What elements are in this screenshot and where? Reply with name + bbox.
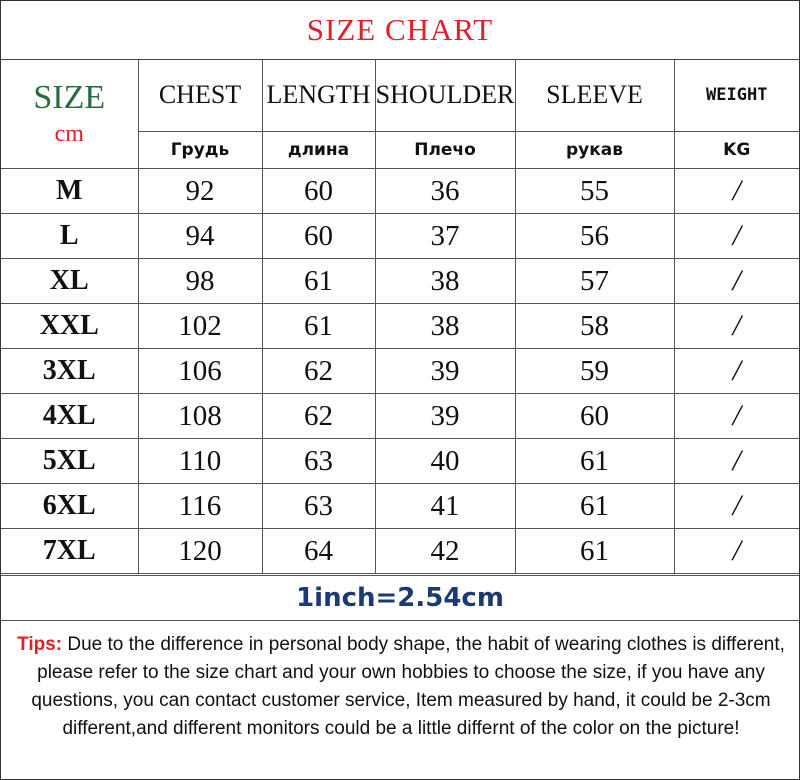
chest-value: 98 (138, 259, 262, 304)
chest-value: 94 (138, 214, 262, 259)
header-length-ru: длина (262, 132, 375, 169)
tips-label: Tips: (17, 634, 63, 655)
chest-value: 108 (138, 394, 262, 439)
chest-value: 92 (138, 169, 262, 214)
length-value: 61 (262, 304, 375, 349)
tips-text: Due to the difference in personal body shape, the habit of wearing clothes is different, please refer to the size chart and your own hobbies to choose the size, if you have any questions, you can contact customer service, Item measured by hand, it could be 2-3cm different,and different monitors could be a little differnt of the color on the picture! (31, 634, 785, 739)
header-row-en (1, 59, 799, 132)
chest-value: 120 (138, 529, 262, 574)
size-label: XXL (1, 304, 138, 349)
length-value: 64 (262, 529, 375, 574)
chart-title: SIZE CHART (1, 1, 799, 60)
header-shoulder: SHOULDER (375, 59, 515, 132)
size-label: XL (1, 259, 138, 304)
size-label: 3XL (1, 349, 138, 394)
chest-value: 116 (138, 484, 262, 529)
header-sleeve-ru: рукав (515, 132, 674, 169)
sleeve-value: 56 (515, 214, 674, 259)
table-row (1, 439, 799, 484)
size-label: M (1, 169, 138, 214)
weight-value: / (674, 394, 799, 439)
weight-value: / (674, 439, 799, 484)
shoulder-value: 37 (375, 214, 515, 259)
weight-value: / (674, 349, 799, 394)
length-value: 62 (262, 394, 375, 439)
length-value: 63 (262, 439, 375, 484)
size-table (1, 59, 799, 574)
header-weight: WEIGHT (674, 59, 799, 132)
shoulder-value: 38 (375, 259, 515, 304)
unit-conversion: 1inch=2.54cm (1, 575, 799, 621)
length-value: 60 (262, 214, 375, 259)
weight-value: / (674, 529, 799, 574)
length-value: 61 (262, 259, 375, 304)
sleeve-value: 55 (515, 169, 674, 214)
weight-value: / (674, 304, 799, 349)
size-header-unit: cm (54, 120, 84, 147)
length-value: 60 (262, 169, 375, 214)
header-shoulder-ru: Плечо (375, 132, 515, 169)
sleeve-value: 61 (515, 484, 674, 529)
size-header-cell (1, 59, 138, 169)
tips-note (15, 631, 787, 743)
header-weight-unit: KG (674, 132, 799, 169)
weight-value: / (674, 214, 799, 259)
chest-value: 106 (138, 349, 262, 394)
size-label: 7XL (1, 529, 138, 574)
table-row (1, 529, 799, 574)
shoulder-value: 42 (375, 529, 515, 574)
sleeve-value: 57 (515, 259, 674, 304)
chest-value: 110 (138, 439, 262, 484)
shoulder-value: 40 (375, 439, 515, 484)
length-value: 63 (262, 484, 375, 529)
header-chest: CHEST (138, 59, 262, 132)
size-label: 6XL (1, 484, 138, 529)
size-label: 4XL (1, 394, 138, 439)
weight-value: / (674, 259, 799, 304)
shoulder-value: 36 (375, 169, 515, 214)
size-label: 5XL (1, 439, 138, 484)
table-row (1, 214, 799, 259)
table-row (1, 304, 799, 349)
sleeve-value: 58 (515, 304, 674, 349)
shoulder-value: 39 (375, 394, 515, 439)
weight-value: / (674, 484, 799, 529)
chest-value: 102 (138, 304, 262, 349)
table-row (1, 259, 799, 304)
header-sleeve: SLEEVE (515, 59, 674, 132)
size-header-label: SIZE (33, 78, 106, 116)
table-row (1, 394, 799, 439)
size-label: L (1, 214, 138, 259)
shoulder-value: 38 (375, 304, 515, 349)
sleeve-value: 60 (515, 394, 674, 439)
table-row (1, 484, 799, 529)
shoulder-value: 41 (375, 484, 515, 529)
shoulder-value: 39 (375, 349, 515, 394)
table-row (1, 169, 799, 214)
sleeve-value: 59 (515, 349, 674, 394)
weight-value: / (674, 169, 799, 214)
table-row (1, 349, 799, 394)
header-chest-ru: Грудь (138, 132, 262, 169)
sleeve-value: 61 (515, 439, 674, 484)
length-value: 62 (262, 349, 375, 394)
sleeve-value: 61 (515, 529, 674, 574)
header-length: LENGTH (262, 59, 375, 132)
